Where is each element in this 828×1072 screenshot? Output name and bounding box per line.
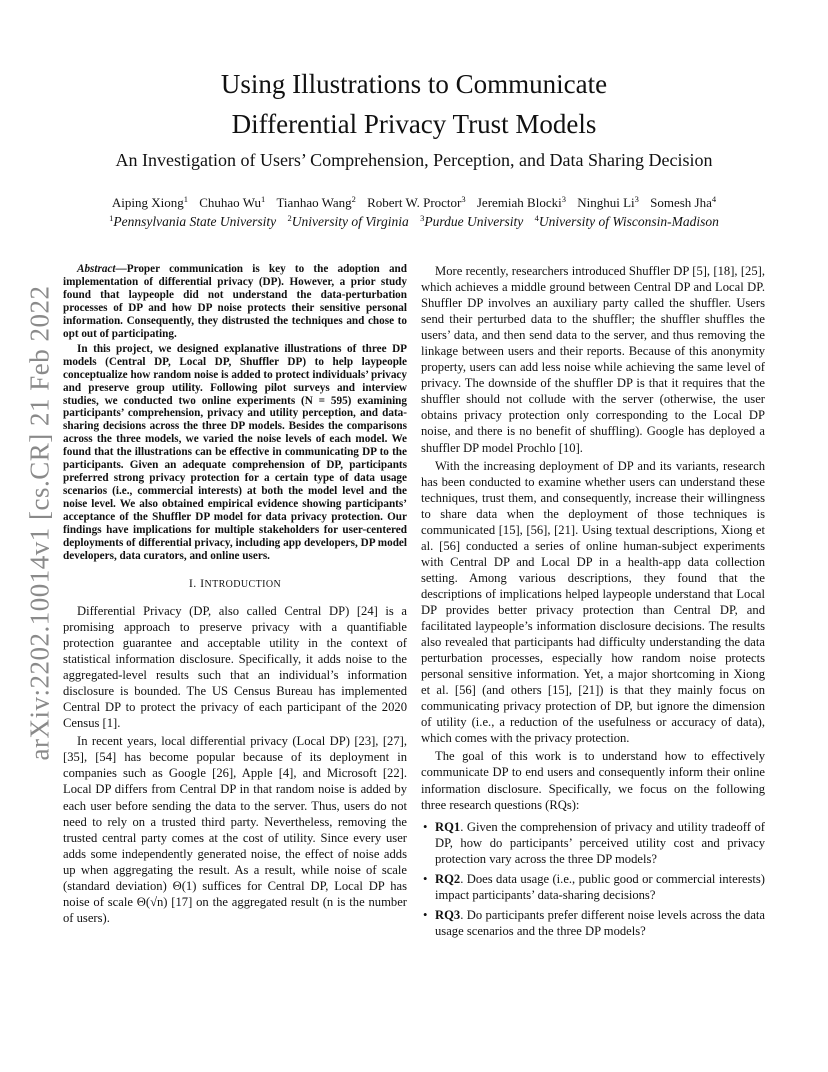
research-question-list [421,819,765,939]
title-line-1: Using Illustrations to Communicate [220,69,608,99]
author: Tianhao Wang$^2$ [276,194,356,210]
arxiv-side-stamp [20,285,60,761]
list-item: • RQ1. Given the comprehension of privacy and utility tradeoff of DP, how do participants’ perceived utility cost and privacy protection vary across the three DP models? [421,819,765,867]
title-line-2: Differential Privacy Trust Models [231,109,597,139]
affiliation-list [40,214,788,230]
author: Chuhao Wu$^1$ [199,194,266,210]
affiliation: $^1$Pennsylvania State University [109,213,277,229]
section-heading-introduction: I. INTRODUCTION [188,575,282,590]
intro-paragraph-2: In recent years, local differential privacy (Local DP) [23], [27], [35], [54] has become popular because of its deployment in companies such as Google [26], Apple [4], and Microsoft [22]. Local DP differs from Central DP in that random noise is added by each user before sending the data to the server. Thus, users do not need to rely on a trusted third party. Nevertheless, removing the trusted central party comes at the cost of utility. Since every user adds some independently generated noise, the effect of noise adds up when aggregating the result. As a result, while noise of scale (standard deviation) Θ(1) suffices for Central DP, Local DP has noise of scale Θ(√n) [17] on the aggregated result (n is the number of users). [63,734,407,925]
paper-title [120,64,708,144]
affiliation: $^2$University of Virginia [287,213,409,229]
abstract-label: Abstract [77,263,116,275]
author: Somesh Jha$^4$ [650,194,717,210]
list-item: • RQ3. Do participants prefer different noise levels across the data usage scenarios and the three DP models? [421,907,765,939]
author: Jeremiah Blocki$^3$ [476,194,566,210]
paper-subtitle: An Investigation of Users’ Comprehension, Perception, and Data Sharing Decision [115,150,713,170]
author-list [40,194,788,212]
left-column [63,263,407,926]
abstract [63,263,407,563]
abstract-paragraph-1: Abstract—Proper communication is key to the adoption and implementation of differential privacy (DP). However, a prior study found that laypeople did not understand the data-perturbation processes of DP and how DP noise protects their sensitive personal information. Consequently, they distrusted the techniques and chose to opt out of participating. [63,263,407,340]
author: Ninghui Li$^3$ [577,194,639,210]
body-paragraph-related-work: With the increasing deployment of DP and its variants, research has been conducted to examine whether users can understand these techniques, trust them, and consequently, increase their willingness to share data when the deployment of those techniques is communicated [15], [56], [21]. Using textual descriptions, Xiong et al. [56] conducted a series of online human-subject experiments with Central DP and Local DP in a health-app data collection setting. Among various descriptions, they found that the descriptions of implications helped laypeople understand that Local DP provides better privacy protection than Central DP, and facilitated laypeople’s information disclosure decisions. The results also revealed that participants had difficulty understanding the data perturbation processes, especially how random noise protects personal sensitive information. Yet, a major shortcoming in Xiong et al. [56] (and others [15], [21]) is that they mainly focus on communicating privacy protection of DP, but ignore the dimension of utility (i.e., a reduction of the usefulness or accuracy of data), which comes with the privacy protection. [421,458,765,746]
author: Robert W. Proctor$^3$ [367,194,466,210]
affiliation: $^3$Purdue University [420,213,524,229]
body-paragraph-goal: The goal of this work is to understand how to effectively communicate DP to end users and consequently inform their online information disclosure. Specifically, we focus on the following three research questions (RQs): [421,749,765,812]
author: Aiping Xiong$^1$ [111,194,188,210]
body-paragraph-shuffler: More recently, researchers introduced Shuffler DP [5], [18], [25], which achieves a middle ground between Central DP and Local DP. Shuffler DP involves an auxiliary party called the shuffler. Users send their perturbed data to the shuffler; the shuffler shuffles the users’ data, and then send data to the server, and thus removing the linkage between users and their reports. Because of this anonymity property, users can add less noise while achieving the same level of privacy. The downside of the shuffler DP is that it requires that the shuffler should not collude with the server (otherwise, the user obtains privacy protection only corresponding to the Local DP noise, and there is no benefit of shuffling). Google has deployed a shuffler DP model Prochlo [10]. [421,264,765,455]
intro-paragraph-1: Differential Privacy (DP, also called Central DP) [24] is a promising approach to preserve privacy with a quantifiable protection guarantee and acceptable utility in the context of statistical information disclosure. Specifically, it adds noise to the aggregated-level results such that an individual’s information disclosure is bounded. The US Census Bureau has implemented Central DP to protect the privacy of each participant of the 2020 Census [1]. [63,603,407,731]
list-item: • RQ2. Does data usage (i.e., public good or commercial interests) impact participants’ data-sharing decisions? [421,871,765,903]
arxiv-stamp-text: arXiv:2202.10014v1 [cs.CR] 21 Feb 2022 [24,285,55,761]
right-column [421,263,765,943]
affiliation: $^4$University of Wisconsin-Madison [534,213,719,229]
abstract-paragraph-2: In this project, we designed explanative illustrations of three DP models (Central DP, Local DP, Shuffler DP) to help laypeople conceptualize how random noise is added to protect individuals’ privacy and preserve group utility. Following pilot surveys and interview studies, we conducted two online experiments (N = 595) examining participants’ comprehension, privacy and utility perception, and data-sharing decisions across the three DP models. Besides the comparisons across the three models, we varied the noise levels of each model. We found that the illustrations can be effective in communicating DP to the participants. Given an adequate comprehension of DP, participants preferred strong privacy protection for a certain type of data usage scenarios (i.e., commercial interests) at both the model level and the noise level. We also obtained empirical evidence showing participants’ acceptance of the Shuffler DP model for data privacy protection. Our findings have implications for multiple stakeholders for user-centered deployments of differential privacy, including app developers, DP model developers, data curators, and online users. [63,342,407,562]
